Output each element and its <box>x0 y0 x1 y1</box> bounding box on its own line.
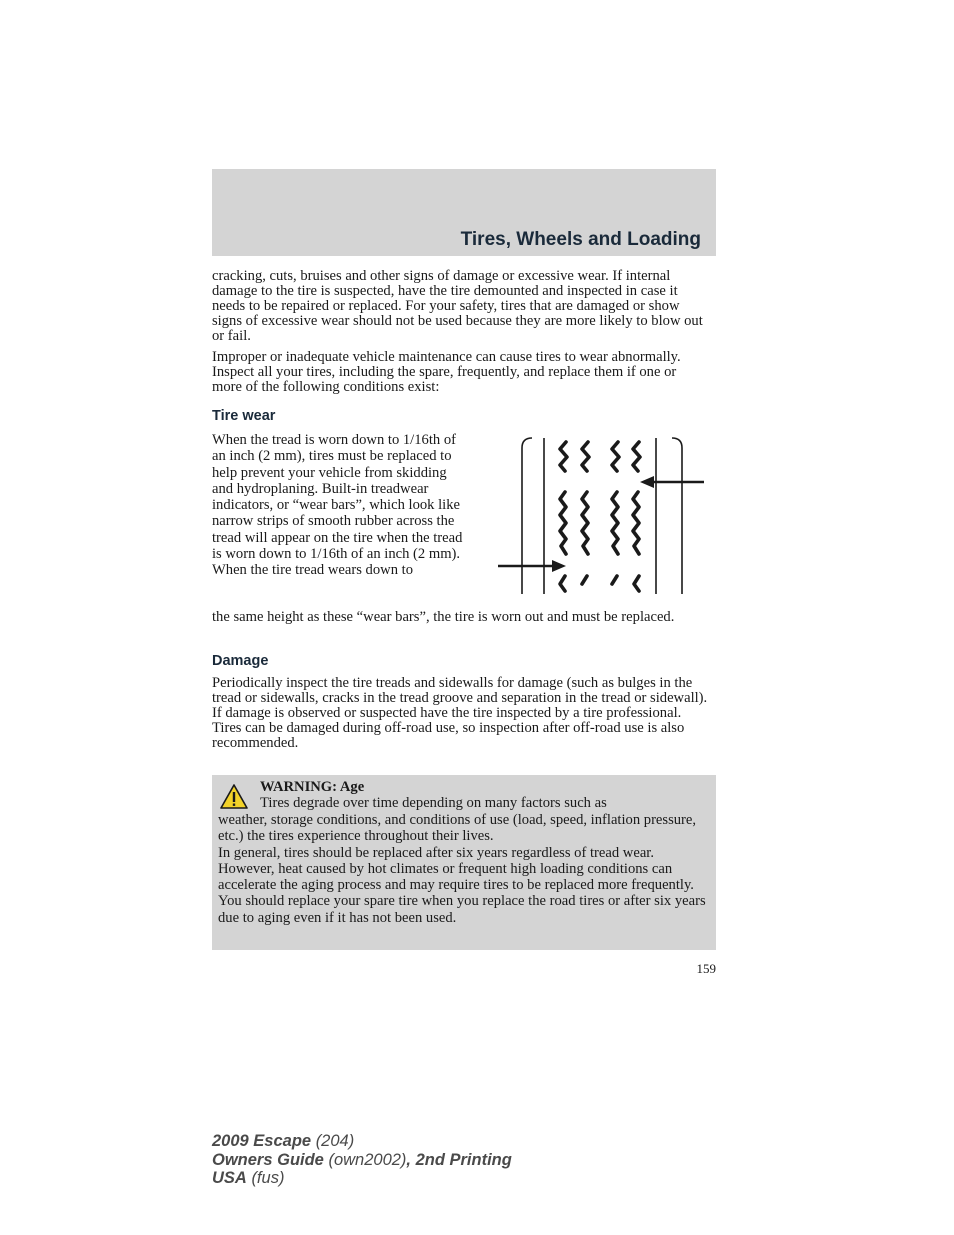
warning-title: WARNING: Age <box>260 779 365 795</box>
footer-model-code: (204) <box>315 1132 355 1150</box>
footer-line-guide <box>212 1151 512 1170</box>
warning-paragraph-1: weather, storage conditions, and conditions of use (load, speed, inflation pressure, etc.) the tires experience throughout their lives. <box>218 812 697 845</box>
footer-line-model <box>212 1132 512 1151</box>
footer-printing: , 2nd Printing <box>406 1150 512 1169</box>
tire-wear-heading: Tire wear <box>212 408 276 424</box>
footer-model: 2009 Escape <box>212 1132 312 1150</box>
warning-paragraph-2: In general, tires should be replaced after six years regardless of tread wear. However, heat caused by hot climates or frequent high loading conditions can accelerate the aging process and may require tires to be replaced more frequently. <box>218 844 694 894</box>
footer-region-code: (fus) <box>251 1169 285 1187</box>
document-footer <box>212 1132 512 1188</box>
page-number: 159 <box>696 961 716 976</box>
section-title: Tires, Wheels and Loading <box>460 229 701 250</box>
section-header-band <box>212 169 716 256</box>
warning-body <box>218 812 712 926</box>
footer-region: USA <box>212 1169 247 1187</box>
footer-guide: Owners Guide <box>212 1150 324 1169</box>
damage-paragraph: Periodically inspect the tire treads and sidewalls for damage (such as bulges in the tread or sidewalls, cracks in the tread groove and separation in the tread or sidewall). If damage is observed or suspected have the tire inspected by a tire professional. Tires can be damaged during off-road use, so inspection after off-road use is also recommended. <box>212 675 708 751</box>
footer-guide-code: (own2002) <box>328 1150 407 1169</box>
warning-triangle-icon <box>219 783 249 810</box>
warning-box <box>212 775 716 950</box>
damage-heading: Damage <box>212 653 269 669</box>
tire-tread-illustration <box>496 436 708 594</box>
intro-paragraph-1: cracking, cuts, bruises and other signs of damage or excessive wear. If internal damage to the tire is suspected, have the tire demounted and inspected in case it needs to be repaired or replaced. For your safety, tires that are damaged or show signs of excessive wear should not be used because they are more likely to blow out or fail. <box>212 268 703 344</box>
footer-line-region <box>212 1169 512 1188</box>
warning-paragraph-3: You should replace your spare tire when you replace the road tires or after six years due to aging even if it has not been used. <box>218 893 706 926</box>
warning-first-line: Tires degrade over time depending on many factors such as <box>260 795 607 811</box>
tire-wear-text-continued: the same height as these “wear bars”, the tire is worn out and must be replaced. <box>212 609 675 625</box>
intro-paragraph-2: Improper or inadequate vehicle maintenance can cause tires to wear abnormally. Inspect all your tires, including the spare, frequently, and replace them if one or more of the following conditions exist: <box>212 349 681 395</box>
tire-wear-text: When the tread is worn down to 1/16th of an inch (2 mm), tires must be replaced to help prevent your vehicle from skidding and hydroplaning. Built-in treadwear indicators, or “wear bars”, which look like narrow strips of smooth rubber across the tread will appear on the tire when the tread is worn down to 1/16th of an inch (2 mm). When the tire tread wears down to <box>212 432 463 579</box>
